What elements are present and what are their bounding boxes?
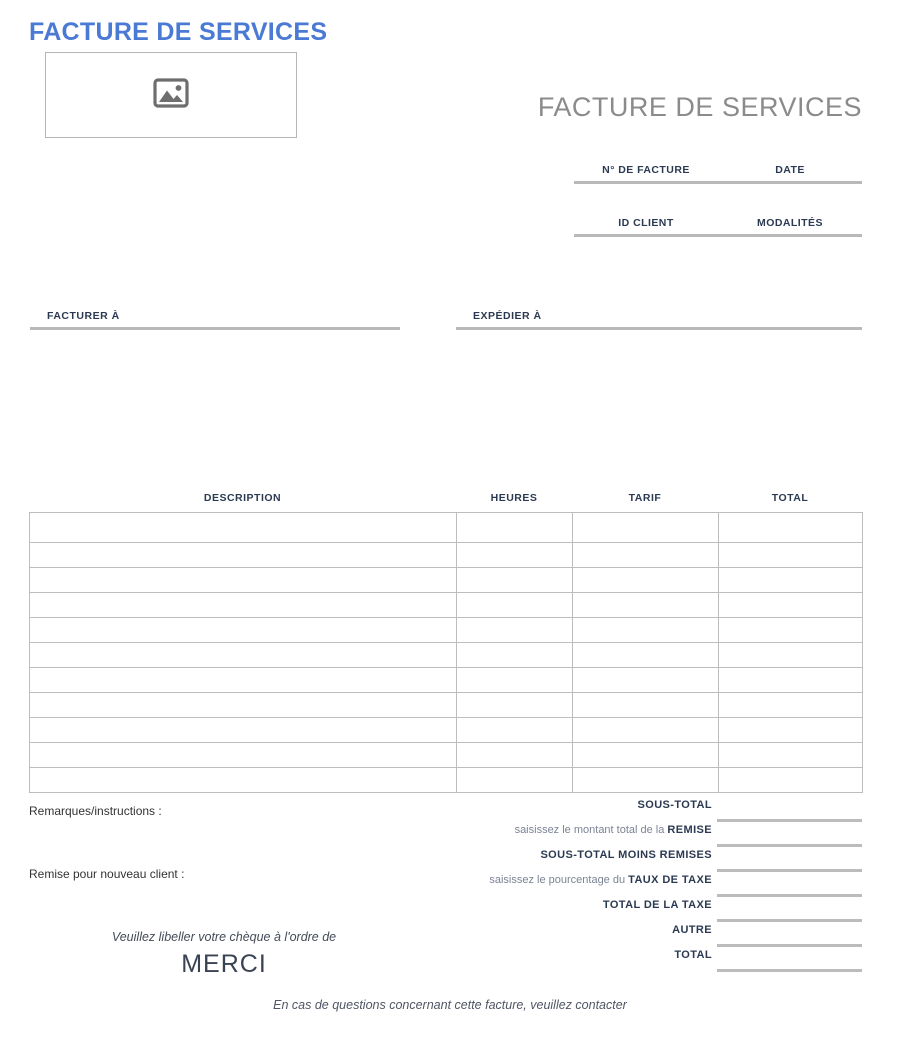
table-row (30, 768, 863, 793)
table-row (30, 513, 863, 543)
cell-rate[interactable] (573, 643, 719, 668)
total-row (430, 897, 862, 922)
cell-total[interactable] (719, 693, 863, 718)
cell-description[interactable] (30, 568, 457, 593)
cell-total[interactable] (719, 568, 863, 593)
invoice-meta-row-2 (574, 217, 862, 237)
total-label (489, 874, 712, 886)
total-label-name: TAUX DE TAXE (628, 874, 712, 886)
cell-hours[interactable] (457, 743, 573, 768)
totals-block (430, 797, 862, 972)
thanks-text: MERCI (181, 950, 267, 978)
page-title: FACTURE DE SERVICES (29, 18, 328, 46)
column-header-description: DESCRIPTION (203, 492, 282, 504)
bill-to-label: FACTURER À (47, 310, 120, 322)
ship-to-rule[interactable] (456, 327, 862, 330)
cell-rate[interactable] (573, 543, 719, 568)
items-table (29, 512, 863, 793)
cell-rate[interactable] (573, 693, 719, 718)
new-client-discount-label: Remise pour nouveau client : (29, 867, 185, 881)
image-placeholder-icon (153, 78, 189, 113)
cell-hours[interactable] (457, 668, 573, 693)
cell-description[interactable] (30, 768, 457, 793)
footer-contact-note: En cas de questions concernant cette facture, veuillez contacter (273, 998, 627, 1012)
cell-rate[interactable] (573, 718, 719, 743)
cell-description[interactable] (30, 543, 457, 568)
column-header-hours: HEURES (490, 492, 538, 504)
cell-description[interactable] (30, 743, 457, 768)
table-row (30, 568, 863, 593)
table-row (30, 718, 863, 743)
cell-description[interactable] (30, 593, 457, 618)
ship-to-label: EXPÉDIER À (473, 310, 542, 322)
invoice-date-label: DATE (775, 164, 805, 176)
total-label-name: TOTAL DE LA TAXE (602, 899, 712, 911)
terms-label: MODALITÉS (757, 217, 823, 229)
items-table-body (30, 513, 863, 793)
total-label (603, 899, 712, 911)
cell-description[interactable] (30, 693, 457, 718)
items-table-header (29, 492, 862, 504)
total-label (515, 824, 712, 836)
cell-total[interactable] (719, 618, 863, 643)
invoice-number-label: N° DE FACTURE (602, 164, 690, 176)
cell-rate[interactable] (573, 743, 719, 768)
check-payable-note: Veuillez libeller votre chèque à l'ordre de (111, 930, 337, 944)
cell-rate[interactable] (573, 618, 719, 643)
logo-placeholder[interactable] (45, 52, 297, 138)
table-row (30, 618, 863, 643)
cell-hours[interactable] (457, 718, 573, 743)
total-label-name: TOTAL (674, 949, 712, 961)
cell-hours[interactable] (457, 768, 573, 793)
cell-description[interactable] (30, 668, 457, 693)
ship-to-block (456, 310, 862, 330)
cell-total[interactable] (719, 768, 863, 793)
column-header-total: TOTAL (771, 492, 809, 504)
bill-to-rule[interactable] (30, 327, 400, 330)
cell-hours[interactable] (457, 593, 573, 618)
cell-total[interactable] (719, 668, 863, 693)
invoice-header-title: FACTURE DE SERVICES (537, 92, 862, 122)
total-value-field[interactable] (717, 969, 862, 972)
total-row (430, 872, 862, 897)
total-label-prefix: saisissez le montant total de la (514, 824, 668, 836)
total-row (430, 947, 862, 972)
total-label-name: SOUS-TOTAL MOINS REMISES (540, 849, 712, 861)
cell-total[interactable] (719, 513, 863, 543)
total-label-name: SOUS-TOTAL (637, 799, 712, 811)
total-label (638, 799, 712, 811)
client-id-label: ID CLIENT (618, 217, 674, 229)
cell-rate[interactable] (573, 768, 719, 793)
total-row (430, 847, 862, 872)
cell-total[interactable] (719, 593, 863, 618)
total-label-name: REMISE (667, 824, 712, 836)
total-row (430, 797, 862, 822)
cell-rate[interactable] (573, 593, 719, 618)
total-label (672, 924, 712, 936)
cell-description[interactable] (30, 718, 457, 743)
cell-hours[interactable] (457, 618, 573, 643)
total-label (540, 849, 712, 861)
cell-total[interactable] (719, 543, 863, 568)
cell-hours[interactable] (457, 513, 573, 543)
invoice-meta-rule-1[interactable] (574, 181, 862, 184)
table-row (30, 643, 863, 668)
table-row (30, 543, 863, 568)
cell-total[interactable] (719, 743, 863, 768)
invoice-meta-row-1 (574, 164, 862, 184)
cell-description[interactable] (30, 643, 457, 668)
cell-rate[interactable] (573, 668, 719, 693)
total-row (430, 822, 862, 847)
table-row (30, 668, 863, 693)
cell-hours[interactable] (457, 693, 573, 718)
bill-to-block (30, 310, 400, 330)
table-row (30, 593, 863, 618)
total-row (430, 922, 862, 947)
invoice-meta-rule-2[interactable] (574, 234, 862, 237)
cell-rate[interactable] (573, 568, 719, 593)
table-row (30, 693, 863, 718)
cell-rate[interactable] (573, 513, 719, 543)
cell-total[interactable] (719, 643, 863, 668)
cell-description[interactable] (30, 618, 457, 643)
cell-description[interactable] (30, 513, 457, 543)
column-header-rate: TARIF (628, 492, 662, 504)
cell-hours[interactable] (457, 568, 573, 593)
total-label (674, 949, 712, 961)
total-label-name: AUTRE (672, 924, 712, 936)
total-label-prefix: saisissez le pourcentage du (489, 874, 629, 886)
cell-total[interactable] (719, 718, 863, 743)
remarks-label: Remarques/instructions : (29, 804, 162, 818)
table-row (30, 743, 863, 768)
cell-hours[interactable] (457, 543, 573, 568)
cell-hours[interactable] (457, 643, 573, 668)
